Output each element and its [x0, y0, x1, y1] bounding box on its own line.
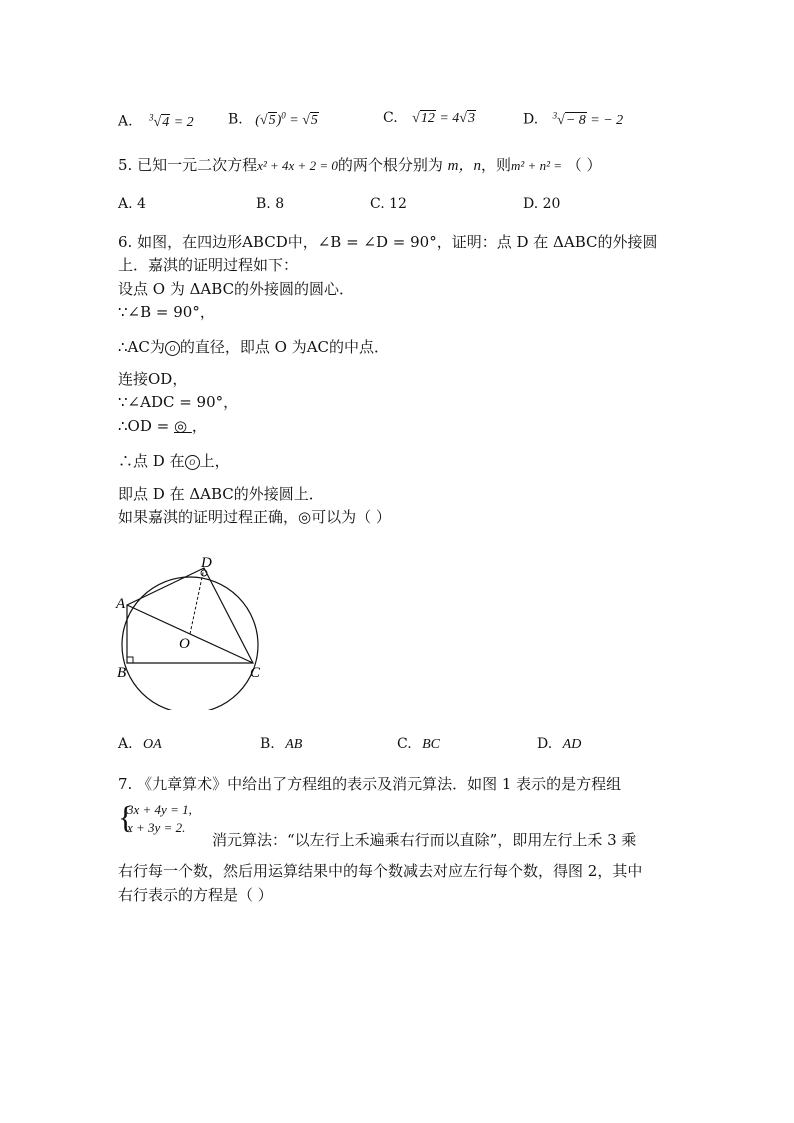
q6-line-8 — [118, 416, 207, 436]
q5-stem — [118, 155, 602, 176]
option-letter: A. — [118, 736, 133, 752]
expression-rest: = 4 — [435, 111, 460, 126]
q5-expression: m² + n² = — [511, 158, 562, 173]
expression-rest: = 2 — [170, 114, 194, 130]
q6-option-d — [537, 736, 581, 753]
q7-line-1: 7. 《九章算术》中给出了方程组的表示及消元算法．如图 1 表示的是方程组 — [118, 775, 622, 793]
option-text: 12 — [389, 196, 407, 212]
q7-line-4: 右行表示的方程是（ ） — [118, 886, 273, 904]
answer-paren: （ ） — [566, 156, 602, 174]
q6-line-11: 如果嘉淇的证明过程正确，◎可以为（ ） — [118, 508, 391, 526]
label-a: A — [116, 596, 126, 612]
q6-option-c — [397, 736, 440, 753]
q7-equation-2: x + 3y = 2. — [127, 820, 186, 835]
radicand: 5 — [268, 112, 276, 128]
option-text: AB — [285, 737, 303, 752]
radicand: − 8 — [565, 112, 586, 128]
option-letter: D. — [523, 196, 539, 212]
exponent: 0 — [281, 110, 286, 120]
q5-option-d — [523, 196, 560, 212]
expression-rest: = − 2 — [586, 112, 624, 128]
label-d: D — [201, 555, 212, 571]
root-index: 3 — [552, 110, 558, 120]
q6-line-3: 设点 O 为 ΔABC的外接圆的圆心． — [118, 280, 355, 298]
radicand: 3 — [467, 111, 475, 126]
q5-middle: 的两个根分别为 — [337, 156, 443, 174]
q6-line-6: 连接OD， — [118, 370, 188, 388]
q6-line-8-end: ， — [191, 417, 207, 435]
q6-line-2: 上．嘉淇的证明过程如下： — [118, 256, 299, 274]
root-index: 3 — [149, 112, 154, 122]
q6-line-8-start: ∴OD = — [118, 417, 174, 435]
power-expression: $(√5)^0 = √5$ — [255, 110, 318, 128]
cube-root-expression: $^3$√− 8 = − 2 — [552, 110, 624, 128]
q6-line-9-end: 上， — [199, 452, 230, 470]
q6-option-a — [118, 736, 162, 753]
q5-option-c — [370, 196, 407, 212]
answer-blank: ◎ — [173, 417, 192, 435]
q7-line-2: 消元算法：“以左行上禾遍乘右行而以直除”，即用左行上禾 3 乘 — [212, 831, 637, 849]
option-text: 4 — [137, 196, 146, 212]
option-letter: B. — [260, 736, 275, 752]
radicand: 4 — [162, 114, 170, 130]
option-text: BC — [422, 737, 441, 752]
quadrilateral-abcd — [127, 568, 253, 663]
q5-roots: m，n — [447, 158, 481, 174]
label-b: B — [117, 665, 127, 681]
option-text: OA — [143, 737, 162, 752]
option-letter: C. — [397, 736, 412, 752]
circle-o-symbol: O — [185, 455, 200, 470]
geometry-figure — [110, 550, 280, 710]
option-text: 20 — [542, 196, 561, 212]
circle-o-symbol: O — [165, 341, 180, 356]
option-letter: C. — [370, 196, 385, 212]
radicand: 12 — [420, 111, 435, 126]
option-text: 8 — [275, 196, 285, 212]
q6-line-10: 即点 D 在 ΔABC的外接圆上． — [118, 485, 324, 503]
q6-line-4: ∵∠B = 90°， — [118, 303, 215, 321]
left-brace-icon: { — [118, 799, 134, 835]
option-letter: A. — [118, 113, 133, 130]
option-letter: A. — [118, 196, 133, 212]
q6-line-5-start: ∴AC为 — [118, 338, 165, 356]
label-o: O — [179, 636, 190, 652]
option-text: AD — [562, 737, 582, 752]
q5-then: ，则 — [481, 156, 512, 174]
label-c: C — [250, 665, 261, 681]
expression-rest: = — [285, 112, 303, 128]
sqrt-expression: √12 = 4√3 — [412, 111, 475, 126]
option-letter: B. — [256, 196, 271, 212]
radicand: 5 — [310, 112, 318, 128]
q4-option-d — [523, 110, 623, 129]
option-letter: D. — [537, 736, 553, 752]
q7-line-3: 右行每一个数，然后用运算结果中的每个数减去对应左行每个数，得图 2，其中 — [118, 862, 643, 880]
q5-option-b — [256, 196, 284, 212]
option-letter: D. — [523, 111, 539, 128]
q6-line-5 — [118, 337, 389, 357]
q6-line-9-start: ∴点 D 在 — [118, 452, 185, 470]
q4-option-b — [228, 110, 319, 129]
q7-equation-1: 3x + 4y = 1, — [127, 802, 192, 817]
q6-line-5-end: 的直径，即点 O 为AC的中点． — [179, 338, 390, 356]
cube-root-expression: $^3$√4 = 2 — [149, 112, 194, 130]
q6-line-7: ∵∠ADC = 90°， — [118, 393, 239, 411]
q6-line-1: 6. 如图，在四边形ABCD中，∠B = ∠D = 90°，证明：点 D 在 ΔABC的外接圆 — [118, 233, 658, 251]
q4-option-c — [383, 110, 476, 127]
q5-equation: x² + 4x + 2 = 0 — [257, 158, 338, 173]
q5-option-a — [118, 196, 146, 212]
right-angle-mark-b — [127, 657, 133, 663]
q6-option-b — [260, 736, 302, 753]
q6-line-9 — [118, 451, 230, 471]
q4-option-a — [118, 112, 194, 131]
option-letter: B. — [228, 111, 243, 128]
q5-prefix: 5. 已知一元二次方程 — [118, 156, 258, 174]
option-letter: C. — [383, 110, 398, 126]
